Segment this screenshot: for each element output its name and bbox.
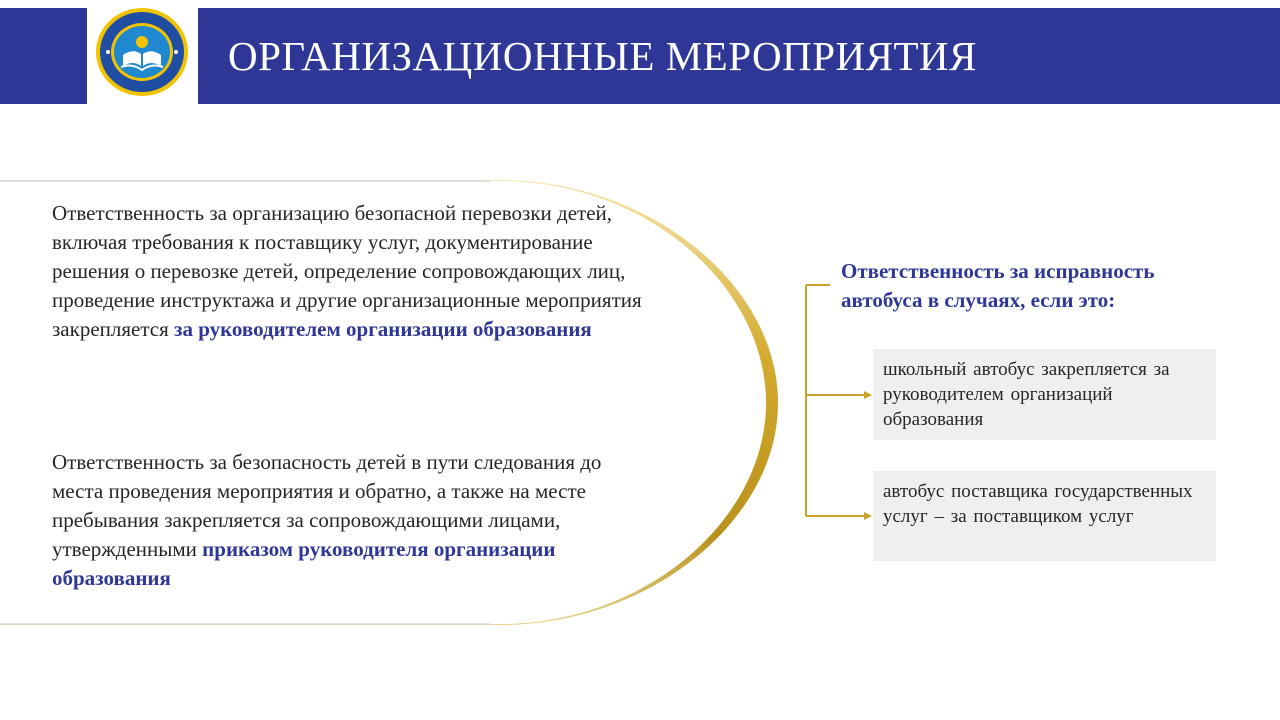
paragraph-text: Ответственность за организацию безопасной перевозки детей, включая требования к поставщику услуг, документирование решения о перевозке детей, определение сопровождающих лиц, проведение инструктажа и другие организационные мероприятия закрепляется: [52, 201, 642, 341]
responsibility-paragraph-organization: [52, 199, 642, 344]
case-box-school-bus: [873, 349, 1216, 440]
arrow-right-icon: [864, 391, 872, 399]
case-text: автобус поставщика государственных услуг – за поставщиком услуг: [883, 481, 1193, 527]
paragraph-highlight: приказом руководителя организации образования: [52, 537, 556, 590]
case-box-supplier-bus: [873, 471, 1216, 561]
page-title: ОРГАНИЗАЦИОННЫЕ МЕРОПРИЯТИЯ: [228, 33, 977, 79]
connector-lines: [806, 285, 866, 516]
case-text: школьный автобус закрепляется за руководителем организаций образования: [883, 359, 1170, 430]
paragraph-text: Ответственность за безопасность детей в пути следования до места проведения мероприятия и обратно, а также на месте пребывания закрепляется за сопровождающими лицами, утвержденными: [52, 450, 602, 561]
arrow-right-icon: [864, 512, 872, 520]
paragraph-highlight: за руководителем организации образования: [174, 317, 592, 341]
responsibility-paragraph-safety: [52, 448, 642, 593]
bus-responsibility-title: Ответственность за исправность автобуса в случаях, если это:: [841, 259, 1155, 312]
